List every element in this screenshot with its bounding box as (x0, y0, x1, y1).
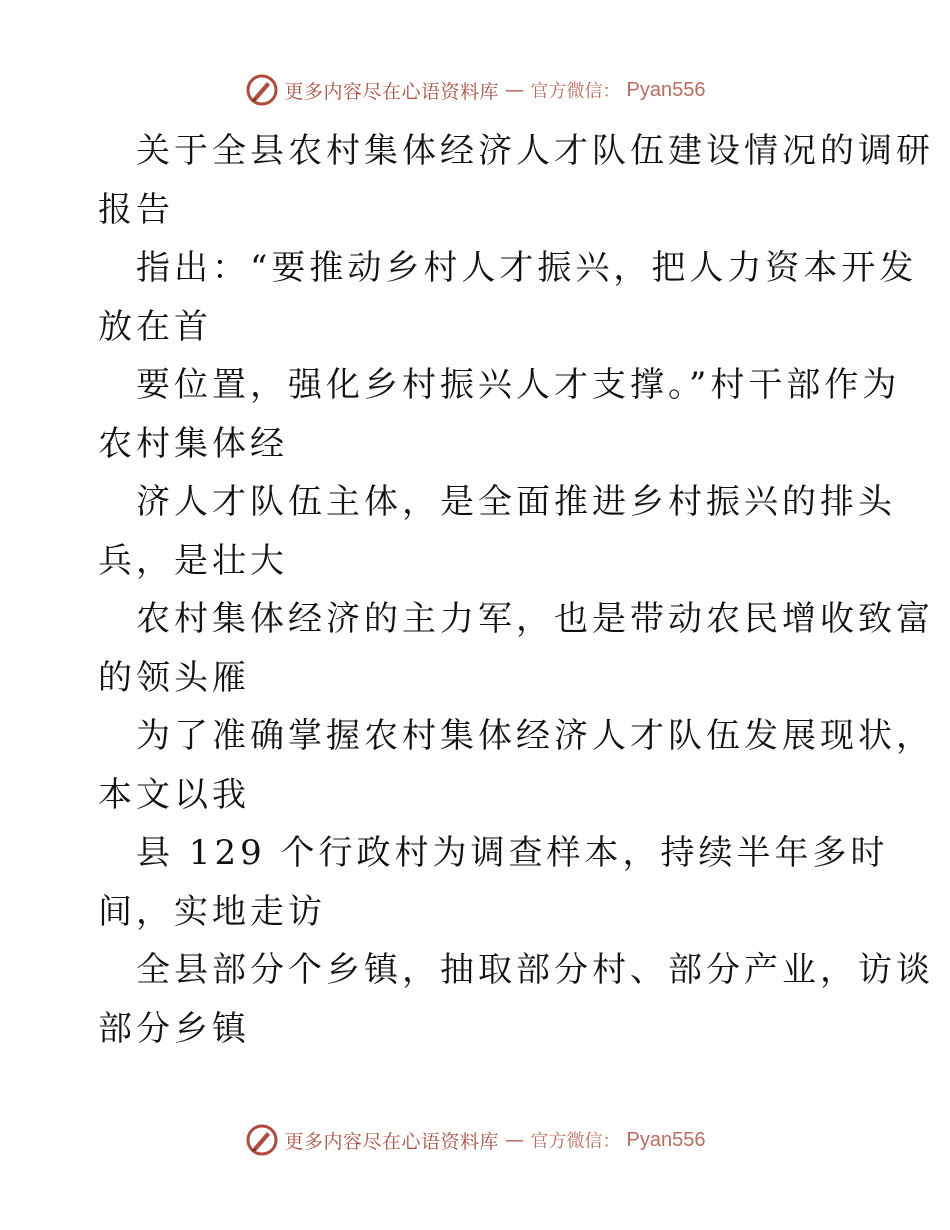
document-line: 为了准确掌握农村集体经济人才队伍发展现状， (136, 716, 934, 756)
banner-wechat-id: Pyan556 (626, 78, 706, 101)
document-line: 部分乡镇 (98, 1008, 250, 1049)
document-line: 农村集体经 (98, 423, 288, 464)
document-line: 兵，是壮大 (98, 540, 288, 581)
banner-separator: — (505, 1129, 525, 1151)
document-line: 报告 (98, 189, 174, 230)
document-line: 放在首 (98, 306, 212, 347)
banner-wechat-label: 官方微信： (530, 81, 621, 102)
banner-site-text: 更多内容尽在心语资料库 (284, 80, 500, 103)
banner-separator: — (505, 79, 525, 101)
document-line: 本文以我 (98, 774, 250, 815)
pen-logo-icon (245, 73, 279, 107)
document-line: 县 129 个行政村为调查样本，持续半年多时 (136, 833, 889, 873)
document-line: 济人才队伍主体，是全面推进乡村振兴的排头 (136, 482, 896, 522)
document-line: 农村集体经济的主力军，也是带动农民增收致富 (136, 599, 934, 639)
banner-site-text: 更多内容尽在心语资料库 (284, 1130, 500, 1153)
document-line: 关于全县农村集体经济人才队伍建设情况的调研 (136, 131, 934, 171)
document-line: 指出：“要推动乡村人才振兴，把人力资本开发 (136, 248, 918, 288)
pen-logo-icon (245, 1123, 279, 1157)
document-line: 的领头雁 (98, 657, 250, 698)
banner-wechat-id: Pyan556 (626, 1128, 706, 1151)
header-banner (0, 70, 950, 110)
document-line: 间，实地走访 (98, 891, 326, 932)
document-line: 要位置，强化乡村振兴人才支撑。”村干部作为 (136, 365, 901, 405)
footer-banner (0, 1120, 950, 1160)
document-body (98, 122, 934, 1058)
banner-wechat-label: 官方微信： (530, 1131, 621, 1152)
document-line: 全县部分个乡镇，抽取部分村、部分产业，访谈 (136, 950, 934, 990)
